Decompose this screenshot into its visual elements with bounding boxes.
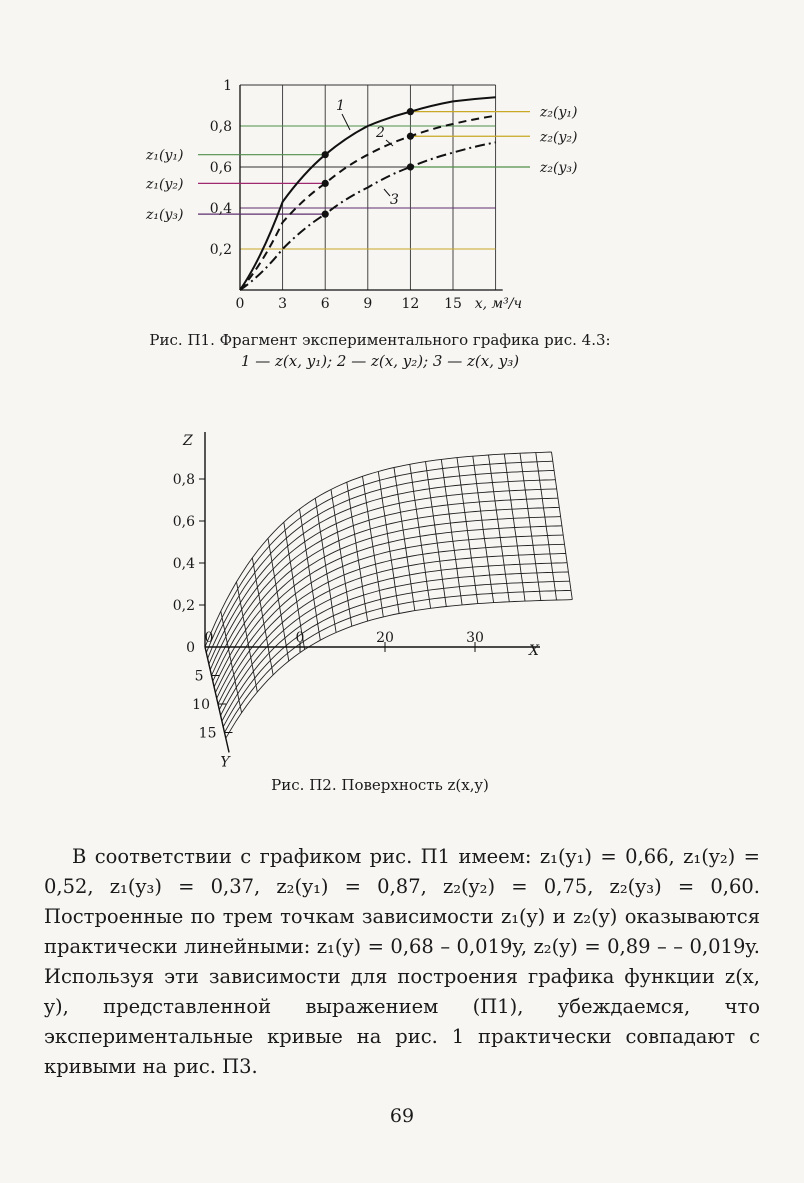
- y-tick-label: 15: [198, 725, 217, 742]
- x-tick-label: 0: [295, 630, 305, 646]
- body-text: [44, 842, 760, 1082]
- curve-label-1-leader: [342, 114, 350, 130]
- mesh-line-x: [215, 526, 562, 693]
- figure-2-surface: [0, 420, 804, 770]
- z-tick-label: 0,4: [172, 556, 195, 572]
- data-point: [407, 108, 414, 115]
- data-point: [407, 133, 414, 140]
- x-tick-label: 3: [278, 296, 288, 312]
- mesh-line-x: [226, 600, 573, 739]
- mesh-line-y: [315, 498, 336, 632]
- z1-label: z₁(y₃): [146, 207, 184, 224]
- z2-label: z₂(y₃): [540, 160, 578, 176]
- y-tick-label: 0,2: [209, 242, 232, 258]
- y-tick-label: 5: [194, 668, 204, 685]
- x-tick-label: 12: [401, 296, 420, 312]
- x-tick-label: 20: [376, 630, 394, 646]
- mesh-line-y: [426, 462, 447, 607]
- mesh-line-y: [410, 464, 431, 608]
- fig2-axes: [199, 432, 540, 752]
- x-tick-label: 9: [363, 296, 373, 312]
- y-tick-label: 1: [223, 78, 232, 94]
- curve-label-3: 3: [390, 192, 399, 208]
- x-tick-label: 0: [235, 296, 245, 312]
- data-point: [322, 211, 329, 218]
- x-tick-label: 15: [444, 296, 462, 312]
- z-axis-label: Z: [183, 433, 193, 449]
- figure-1-chart: [0, 0, 804, 330]
- z-tick-label: 0,2: [172, 598, 195, 614]
- mesh-line-x: [225, 590, 572, 732]
- data-point: [322, 180, 329, 187]
- y-tick-label: 0,6: [209, 160, 232, 176]
- mesh-line-y: [331, 490, 352, 627]
- body-paragraph: В соответствии с графиком рис. П1 имеем: z₁(y₁) = 0,66, z₁(y₂) = 0,52, z₁(y₃) = 0,37, z₂(y₁) = 0,87, z₂(y₂) = 0,75, z₂(y₃) = 0,60. Построенные по трем точкам зависимости z₁(y) и z₂(y) оказываются практически линейными: z₁(y) = 0,68 – 0,019y, z₂(y) = 0,89 – – 0,019y. Используя эти зависимости для построения графика функции z(x, y), представленной выражением (П1), убеждаемся, что экспериментальные кривые на рис. 1 практически совпадают с кривыми на рис. П3.: [44, 845, 760, 1078]
- mesh-line-y: [237, 582, 258, 692]
- z-tick-label: 0,6: [172, 514, 195, 530]
- data-point: [322, 151, 329, 158]
- mesh-line-y: [363, 476, 384, 617]
- z1-label: z₁(y₁): [146, 147, 184, 164]
- caption-1-line-2: 1 — z(x, y₁); 2 — z(x, y₂); 3 — z(x, y₃): [240, 352, 520, 370]
- z1-label: z₁(y₂): [146, 176, 184, 193]
- curve-label-1: 1: [336, 98, 345, 114]
- z2-label: z₂(y₁): [540, 104, 578, 121]
- curve-label-2: 2: [376, 125, 385, 141]
- mesh-line-y: [394, 468, 415, 611]
- z2-label: z₂(y₂): [540, 129, 578, 146]
- y-tick-label: 0,4: [209, 201, 232, 217]
- page-number: 69: [389, 1105, 415, 1127]
- mesh-line-x: [217, 535, 564, 698]
- mesh-line-y: [378, 472, 399, 614]
- fig2-mesh: [205, 452, 572, 738]
- mesh-line-x: [218, 544, 565, 704]
- fig1-grid: [240, 85, 503, 290]
- figure-2-caption: Рис. П2. Поверхность z(x,y): [271, 776, 489, 794]
- mesh-line-y: [473, 456, 494, 602]
- data-point: [407, 163, 414, 170]
- fig1-labels: [145, 78, 577, 312]
- y-axis-label: Y: [220, 754, 230, 770]
- caption-1-line-1: Рис. П1. Фрагмент экспериментального графика рис. 4.3:: [149, 331, 611, 349]
- y-tick-label: 10: [192, 697, 210, 713]
- x-axis-label: X: [529, 643, 539, 659]
- mesh-line-y: [441, 459, 462, 605]
- fig2-labels: [173, 433, 540, 770]
- z-zero-label: 0: [186, 640, 195, 656]
- x-axis-label: x, м³/ч: [474, 296, 523, 312]
- x-tick-label: 30: [466, 630, 484, 646]
- mesh-line-y: [457, 458, 478, 604]
- figure-1-caption: [100, 330, 660, 372]
- x-tick-label: 6: [320, 296, 330, 312]
- x-tick-label: 0: [204, 630, 214, 646]
- z-tick-label: 0,8: [172, 472, 195, 488]
- y-tick-label: 0,8: [209, 119, 232, 135]
